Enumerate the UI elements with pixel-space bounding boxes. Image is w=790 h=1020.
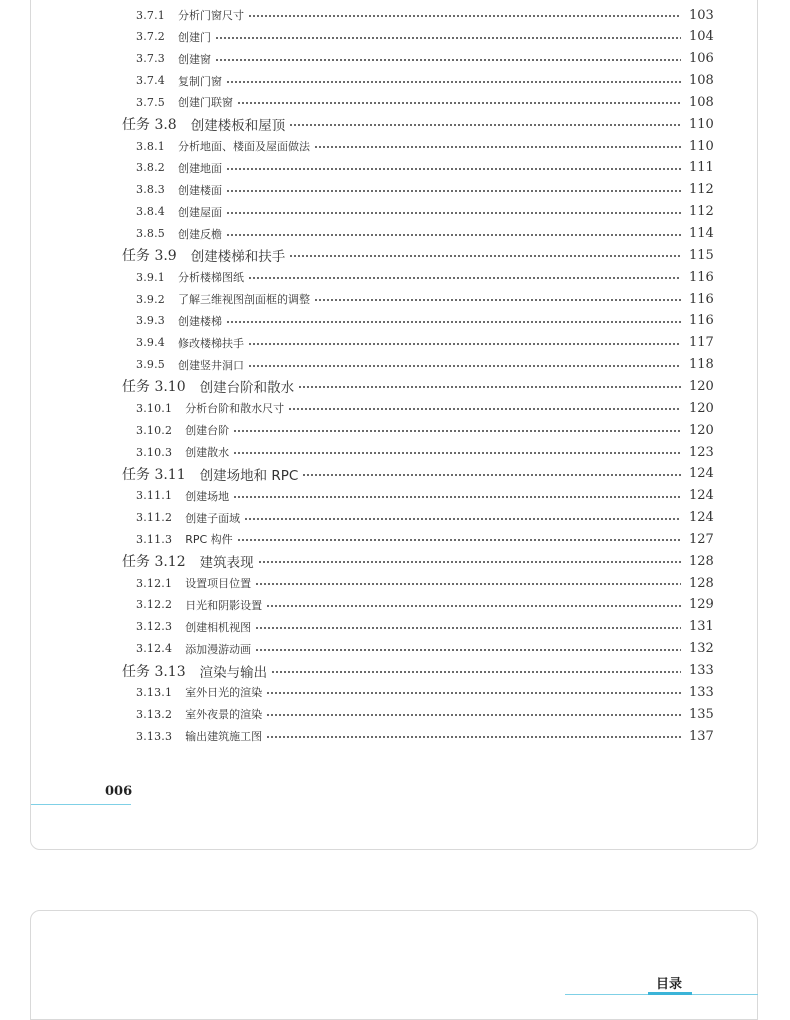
toc-task-entry <box>122 550 714 572</box>
toc-entry-title: 了解三维视图剖面框的调整 <box>178 293 310 307</box>
toc-leader-dots <box>226 168 681 170</box>
toc-entry <box>136 223 714 245</box>
toc-task-entry <box>122 113 714 135</box>
toc-leader-dots <box>271 671 681 673</box>
toc-entry-number: 3.7.4 <box>136 74 165 88</box>
toc-entry-page: 112 <box>689 204 714 220</box>
toc-entry-title: 分析楼梯图纸 <box>178 271 244 285</box>
toc-entry-page: 133 <box>689 663 714 678</box>
toc-entry-number: 3.13.2 <box>136 707 173 721</box>
toc-task-entry <box>122 463 714 485</box>
toc-entry-page: 123 <box>689 444 714 460</box>
toc-entry-page: 128 <box>689 575 714 591</box>
toc-entry-number: 3.9.4 <box>136 336 165 350</box>
toc-leader-dots <box>237 102 681 104</box>
toc-entry-title: 分析门窗尺寸 <box>178 9 244 22</box>
toc-entry <box>136 572 714 594</box>
toc-entry <box>136 681 714 703</box>
toc-entry <box>136 310 714 332</box>
toc-entry <box>136 616 714 638</box>
toc-entry-page: 115 <box>689 247 714 263</box>
header-accent-bar <box>648 992 692 995</box>
toc-entry-title: 创建散水 <box>185 446 230 459</box>
toc-entry-number: 3.12.1 <box>136 576 173 590</box>
toc-entry-title: RPC 构件 <box>185 533 233 547</box>
toc-entry-title: 创建楼梯 <box>178 314 222 328</box>
toc-entry-number: 3.10.2 <box>136 423 173 437</box>
toc-entry-page: 116 <box>689 291 714 307</box>
toc-leader-dots <box>266 692 681 694</box>
toc-entry-page: 111 <box>689 160 714 176</box>
toc-entry-page: 118 <box>689 357 714 373</box>
toc-entry-page: 117 <box>689 335 714 351</box>
toc-leader-dots <box>215 37 681 39</box>
toc-entry <box>136 507 714 529</box>
toc-leader-dots <box>288 408 681 410</box>
page-number: 006 <box>105 784 133 799</box>
toc-leader-dots <box>215 59 681 61</box>
toc-entry-page: 132 <box>689 641 714 657</box>
toc-leader-dots <box>314 299 681 301</box>
toc-task-entry <box>122 375 714 397</box>
toc-entry <box>136 48 714 70</box>
toc-leader-dots <box>226 234 681 236</box>
toc-entry-page: 116 <box>689 269 714 285</box>
toc-entry-title: 修改楼梯扶手 <box>178 336 244 350</box>
toc-entry <box>136 157 714 179</box>
toc-leader-dots <box>226 321 681 323</box>
toc-entry-number: 3.8.4 <box>136 205 165 219</box>
toc-leader-dots <box>302 474 681 476</box>
toc-leader-dots <box>289 124 681 126</box>
toc-entry-page: 133 <box>689 684 714 700</box>
toc-entry <box>136 638 714 660</box>
toc-entry-number: 3.9.5 <box>136 358 165 372</box>
toc-entry-page: 129 <box>689 597 714 613</box>
toc-entry-number: 3.7.3 <box>136 52 165 66</box>
toc-entry-number: 3.13.1 <box>136 685 173 699</box>
toc-entry-page: 110 <box>689 116 714 132</box>
toc-leader-dots <box>233 452 681 454</box>
toc-entry-title: 分析台阶和散水尺寸 <box>185 402 285 416</box>
toc-entry-number: 3.12.4 <box>136 642 173 656</box>
toc-entry-title: 创建台阶 <box>185 424 230 438</box>
toc-entry-page: 112 <box>689 182 714 198</box>
footer-rule <box>31 804 131 805</box>
toc-entry-number: 任务 3.9 <box>122 248 177 265</box>
toc-entry-page: 116 <box>689 313 714 329</box>
toc-entry-title: 创建门 <box>178 30 211 44</box>
toc-entry-title: 输出建筑施工图 <box>185 730 263 744</box>
toc-entry-page: 120 <box>689 378 714 394</box>
toc-entry-page: 120 <box>689 400 714 416</box>
toc-entry-title: 分析地面、楼面及屋面做法 <box>178 140 310 154</box>
toc-entry <box>136 70 714 92</box>
next-page <box>30 910 758 1020</box>
toc-leader-dots <box>248 365 681 367</box>
toc-leader-dots <box>226 81 681 83</box>
toc-entry-title: 创建场地 <box>185 489 230 503</box>
toc-entry <box>136 528 714 550</box>
running-header: 目录 <box>656 977 683 992</box>
toc-entry-title: 添加漫游动画 <box>185 642 252 656</box>
toc-entry-title: 复制门窗 <box>178 74 222 88</box>
toc-entry-number: 3.8.5 <box>136 227 165 240</box>
toc-entry-title: 室外夜景的渲染 <box>185 708 263 722</box>
toc-entry <box>136 4 714 26</box>
toc-entry <box>136 266 714 288</box>
toc-entry-number: 3.7.1 <box>136 8 165 22</box>
toc-leader-dots <box>289 255 681 257</box>
toc-entry-title: 创建地面 <box>178 161 222 175</box>
toc-entry-page: 124 <box>689 510 714 526</box>
toc-entry-page: 108 <box>689 73 714 89</box>
toc-entry-number: 3.11.3 <box>136 532 173 546</box>
toc-entry-number: 3.10.1 <box>136 401 173 415</box>
toc-entry-page: 110 <box>689 138 714 154</box>
toc-leader-dots <box>314 146 681 148</box>
toc-entry-title: 创建相机视图 <box>185 620 252 634</box>
toc-entry-title: 创建场地和 RPC <box>199 467 299 484</box>
toc-entry-page: 137 <box>689 728 714 744</box>
toc-leader-dots <box>266 605 681 607</box>
toc-entry-number: 3.8.1 <box>136 139 165 153</box>
toc-leader-dots <box>237 539 681 541</box>
toc-leader-dots <box>266 714 681 716</box>
toc-entry <box>136 397 714 419</box>
toc-entry-title: 创建楼板和屋顶 <box>190 118 286 135</box>
toc-entry-number: 3.13.3 <box>136 729 173 743</box>
toc-entry <box>136 179 714 201</box>
toc-leader-dots <box>226 190 681 192</box>
toc-entry <box>136 594 714 616</box>
toc-entry-title: 创建楼梯和扶手 <box>190 249 286 266</box>
toc-entry-title: 创建子面域 <box>185 511 241 525</box>
toc-entry-title: 室外日光的渲染 <box>185 686 263 700</box>
toc-entry <box>136 441 714 463</box>
toc-entry-title: 创建反檐 <box>178 227 222 241</box>
toc-entry-page: 114 <box>689 226 714 241</box>
toc-entry-number: 任务 3.11 <box>122 466 186 483</box>
toc-entry-page: 135 <box>689 706 714 722</box>
toc-entry <box>136 201 714 223</box>
toc-leader-dots <box>248 15 681 17</box>
toc-entry-title: 创建楼面 <box>178 183 222 197</box>
toc-leader-dots <box>233 496 681 498</box>
toc-entry-number: 3.7.2 <box>136 30 165 44</box>
toc-entry-number: 3.11.2 <box>136 511 173 525</box>
toc-entry-title: 创建屋面 <box>178 205 222 219</box>
toc-entry-title: 创建门联窗 <box>178 96 233 110</box>
toc-entry-page: 124 <box>689 466 714 482</box>
toc-entry <box>136 26 714 48</box>
toc-entry-number: 3.8.3 <box>136 183 165 197</box>
toc-entry-number: 3.12.2 <box>136 598 173 612</box>
toc-leader-dots <box>255 649 681 651</box>
toc-entry <box>136 354 714 376</box>
toc-entry-title: 渲染与输出 <box>199 664 268 681</box>
toc-entry-title: 建筑表现 <box>199 555 254 572</box>
toc-entry-title: 创建竖井洞口 <box>178 358 244 372</box>
toc-entry-page: 127 <box>689 531 714 547</box>
toc-entry-title: 创建台阶和散水 <box>199 380 295 397</box>
toc-entry-number: 任务 3.12 <box>122 554 186 571</box>
toc-entry-title: 创建窗 <box>178 52 211 66</box>
toc-entry-number: 任务 3.13 <box>122 663 186 680</box>
toc-entry-number: 3.8.2 <box>136 161 165 175</box>
toc-entry <box>136 135 714 157</box>
toc-entry-title: 设置项目位置 <box>185 577 252 591</box>
toc-entry-number: 3.9.3 <box>136 314 165 328</box>
toc-leader-dots <box>258 561 681 563</box>
toc-entry-page: 128 <box>689 553 714 569</box>
toc-entry-page: 131 <box>689 619 714 635</box>
toc-entry-page: 108 <box>689 94 714 110</box>
toc-entry-title: 日光和阴影设置 <box>185 598 263 612</box>
toc-entry-number: 3.7.5 <box>136 95 165 109</box>
toc-entry <box>136 485 714 507</box>
toc-entry <box>136 703 714 725</box>
toc-entry-page: 120 <box>689 422 714 438</box>
toc-entry-number: 3.10.3 <box>136 445 173 459</box>
toc-task-entry <box>122 244 714 266</box>
toc-entry-page: 104 <box>689 29 714 45</box>
toc-entry-number: 任务 3.8 <box>122 117 177 134</box>
toc-leader-dots <box>233 430 681 432</box>
toc-entry-number: 3.12.3 <box>136 620 173 634</box>
toc-entry-number: 3.9.2 <box>136 292 165 306</box>
toc-entry-number: 3.9.1 <box>136 270 165 284</box>
toc-leader-dots <box>266 736 681 738</box>
toc-entry <box>136 91 714 113</box>
toc-leader-dots <box>248 277 681 279</box>
toc-leader-dots <box>255 583 681 585</box>
toc-entry-number: 任务 3.10 <box>122 379 186 396</box>
toc-entry <box>136 725 714 747</box>
toc-leader-dots <box>226 212 681 214</box>
toc-entry-number: 3.11.1 <box>136 489 173 503</box>
toc-entry-page: 106 <box>689 51 714 67</box>
toc-entry <box>136 332 714 354</box>
toc-entry-page: 103 <box>689 7 714 23</box>
toc-entry-page: 124 <box>689 488 714 504</box>
toc-entry <box>136 288 714 310</box>
toc-task-entry <box>122 660 714 682</box>
toc-leader-dots <box>244 518 681 520</box>
toc-entry <box>136 419 714 441</box>
toc-leader-dots <box>248 343 681 345</box>
toc-leader-dots <box>255 627 681 629</box>
toc-leader-dots <box>298 386 681 388</box>
